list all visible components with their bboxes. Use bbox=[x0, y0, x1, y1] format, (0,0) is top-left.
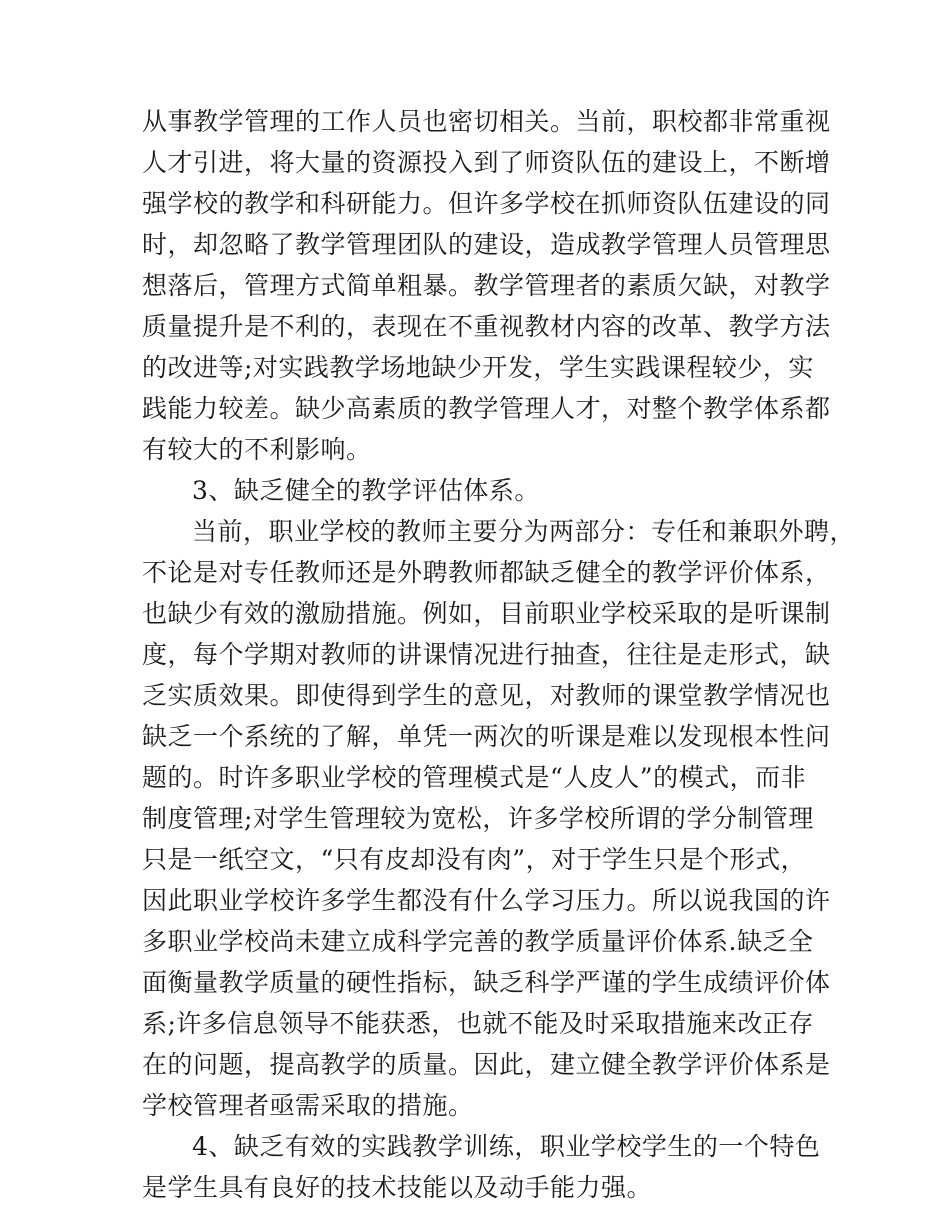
text-line: 因此职业学校许多学生都没有什么学习压力。所以说我国的许 bbox=[142, 886, 831, 915]
text-line: 从事教学管理的工作人员也密切相关。当前，职校都非常重视 bbox=[142, 107, 831, 136]
text-line: 缺乏一个系统的了解，单凭一两次的听课是难以发现根本性问 bbox=[142, 722, 831, 751]
text-line: 质量提升是不利的，表现在不重视教材内容的改革、教学方法 bbox=[142, 312, 831, 341]
text-line: 不论是对专任教师还是外聘教师都缺乏健全的教学评价体系， bbox=[142, 558, 831, 587]
text-line: 是学生具有良好的技术技能以及动手能力强。 bbox=[142, 1173, 653, 1202]
text-line: 想落后，管理方式简单粗暴。教学管理者的素质欠缺，对教学 bbox=[142, 271, 831, 300]
text-line: 有较大的不利影响。 bbox=[142, 435, 372, 464]
text-line: 强学校的教学和科研能力。但许多学校在抓师资队伍建设的同 bbox=[142, 189, 831, 218]
text-line: 只是一纸空文，“只有皮却没有肉”，对于学生只是个形式， bbox=[142, 845, 807, 874]
text-line: 时，却忽略了教学管理团队的建设，造成教学管理人员管理思 bbox=[142, 230, 831, 259]
text-line: 也缺少有效的激励措施。例如，目前职业学校采取的是听课制 bbox=[142, 599, 831, 628]
text-line: 制度管理;对学生管理较为宽松，许多学校所谓的学分制管理 bbox=[142, 804, 814, 833]
text-line: 乏实质效果。即使得到学生的意见，对教师的课堂教学情况也 bbox=[142, 681, 831, 710]
text-line: 题的。时许多职业学校的管理模式是“人皮人”的模式，而非 bbox=[142, 763, 807, 792]
text-line: 的改进等;对实践教学场地缺少开发，学生实践课程较少，实 bbox=[142, 353, 814, 382]
section-heading-4: 4、缺乏有效的实践教学训练，职业学校学生的一个特色 bbox=[192, 1132, 821, 1161]
text-line: 系;许多信息领导不能获悉，也就不能及时采取措施来改正存 bbox=[142, 1009, 814, 1038]
paragraph-start: 当前，职业学校的教师主要分为两部分：专任和兼职外聘， bbox=[192, 517, 856, 546]
text-line: 多职业学校尚未建立成科学完善的教学质量评价体系.缺乏全 bbox=[142, 927, 814, 956]
text-line: 度，每个学期对教师的讲课情况进行抽查，往往是走形式，缺 bbox=[142, 640, 831, 669]
document-body bbox=[142, 101, 856, 1208]
text-line: 面衡量教学质量的硬性指标，缺乏科学严谨的学生成绩评价体 bbox=[142, 968, 831, 997]
text-line: 践能力较差。缺少高素质的教学管理人才，对整个教学体系都 bbox=[142, 394, 831, 423]
section-heading-3: 3、缺乏健全的教学评估体系。 bbox=[192, 476, 540, 505]
text-line: 在的问题，提高教学的质量。因此，建立健全教学评价体系是 bbox=[142, 1050, 831, 1079]
text-line: 学校管理者亟需采取的措施。 bbox=[142, 1091, 474, 1120]
text-line: 人才引进，将大量的资源投入到了师资队伍的建设上，不断增 bbox=[142, 148, 831, 177]
